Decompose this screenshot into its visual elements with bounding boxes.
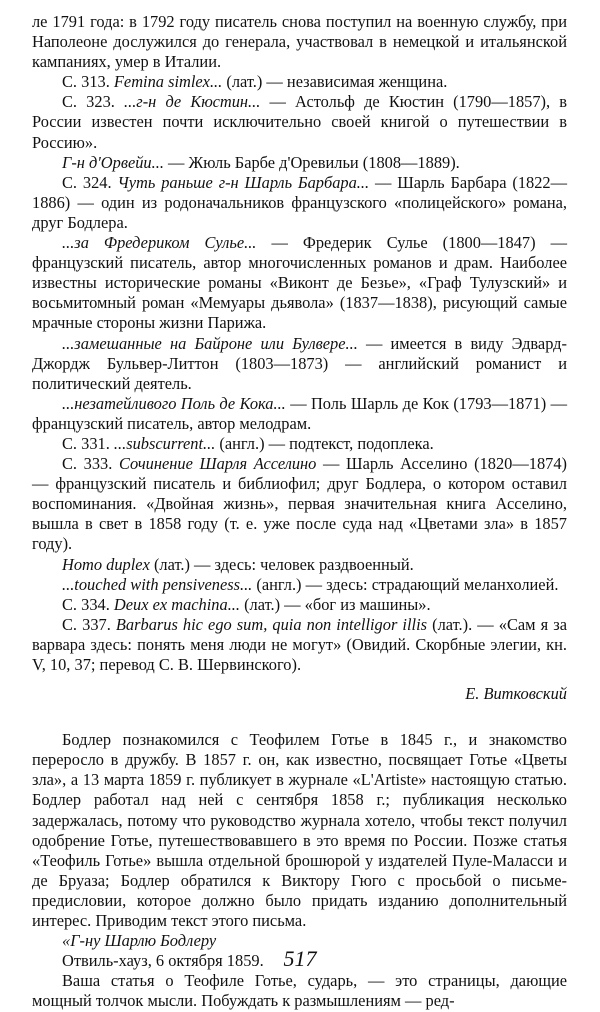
text-run: С. 333. bbox=[62, 454, 119, 474]
italic-term: Г-н д'Орвейи... bbox=[62, 152, 164, 172]
paragraph bbox=[32, 394, 567, 434]
paragraph bbox=[32, 334, 567, 394]
italic-term: Чуть раньше г-н Шарль Барбара... bbox=[117, 172, 370, 192]
text-run: — Шарль Асселино (1820—1874) — французский писатель и библиофил; друг Бодлера, о котором оставил воспоминания. «Двойная жизнь», первая значительная книга Асселино, вышла в свет в 1858 году (т. е. уже после суда над «Цветами зла» в 1857 году). bbox=[32, 454, 567, 554]
text-run: С. 337. bbox=[62, 614, 116, 634]
text-run: (лат.) — здесь: человек раздвоенный. bbox=[149, 554, 414, 574]
text-run: С. 324. bbox=[62, 172, 118, 192]
text-run: — Астольф де Кюстин (1790—1857), в России известен почти исключительно своей книгой о путешествии в Россию». bbox=[32, 92, 567, 152]
text-run: ле 1791 года: в 1792 году писатель снова поступил на военную службу, при Наполеоне дослужился до генерала, участвовал в немецкой и итальянской кампаниях, умер в Италии. bbox=[32, 12, 567, 72]
italic-term: Homo duplex bbox=[62, 554, 150, 574]
italic-term: Barbarus hic ego sum, quia non intelligor illis bbox=[115, 614, 428, 634]
commentary-notes bbox=[32, 12, 567, 675]
paragraph bbox=[32, 153, 567, 173]
paragraph bbox=[32, 434, 567, 454]
paragraph bbox=[32, 72, 567, 92]
paragraph bbox=[32, 173, 567, 233]
text-run: С. 323. bbox=[62, 92, 125, 112]
paragraph bbox=[32, 595, 567, 615]
paragraph bbox=[32, 730, 567, 931]
text-run: (англ.) — подтекст, подоплека. bbox=[215, 433, 434, 453]
italic-term: ...незатейливого Поль де Кока... bbox=[62, 393, 286, 413]
italic-term: ...за Фредериком Сулье... bbox=[62, 233, 257, 253]
paragraph bbox=[32, 233, 567, 333]
text-run: (англ.) — здесь: страдающий меланхолией. bbox=[252, 574, 559, 594]
section-gap bbox=[32, 704, 567, 730]
author-signature: Е. Витковский bbox=[465, 684, 567, 704]
text-run: — Поль Шарль де Кок (1793—1871) — французский писатель, автор мелодрам. bbox=[32, 393, 568, 433]
text-run: (лат.) — независимая женщина. bbox=[222, 72, 448, 92]
text-run: (лат.) — «бог из машины». bbox=[240, 594, 431, 614]
text-run: — Фредерик Сулье (1800—1847) — французский писатель, автор многочисленных романов и драм. Наиболее известны исторические романы «Виконт де Безье», «Граф Тулузский» и восьмитомный роман «Мемуары дьявола» (1837—1838), рисующий самые мрачные стороны жизни Парижа. bbox=[32, 233, 567, 333]
italic-term: ...subscurrent... bbox=[113, 433, 216, 453]
page-number: 517 bbox=[283, 946, 317, 971]
italic-term: Deux ex machina... bbox=[113, 594, 240, 614]
paragraph bbox=[32, 575, 567, 595]
paragraph bbox=[32, 971, 567, 1011]
text-run: Отвиль-хауз, 6 октября 1859. bbox=[62, 951, 264, 971]
text-run: (лат.). — «Сам я за варвара здесь: понять меня люди не могут» (Овидий. Скорбные элегии, кн. V, 10, 37; перевод С. В. Шервинского). bbox=[32, 614, 568, 674]
paragraph bbox=[32, 555, 567, 575]
italic-term: ...замешанные на Байроне или Булвере... bbox=[62, 333, 358, 353]
text-run: — Жюль Барбе д'Оревильи (1808—1889). bbox=[163, 152, 460, 172]
italic-term: «Г-ну Шарлю Бодлеру bbox=[62, 931, 217, 951]
italic-term: Femina simlex... bbox=[113, 72, 223, 92]
text-run: — Шарль Барбара (1822—1886) — один из родоначальников французского «полицейского» романа, друг Бодлера. bbox=[32, 172, 567, 232]
text-run: Бодлер познакомился с Теофилем Готье в 1845 г., и знакомство переросло в дружбу. В 1857 г. он, как известно, посвящает Готье «Цветы зла», а 13 марта 1859 г. публикует в журнале «L'Artiste» настоящую статью. Бодлер работал над ней с сентября 1858 г.; публикация несколько задержалась, потому что руководство журнала хотело, чтобы текст получил одобрение Готье, путешествовавшего в это время по России. Позже статья «Теофиль Готье» вышла отдельной брошюрой у издателей Пуле-Маласси и де Бруаза; Бодлер обратился к Виктору Гюго с просьбой о письме-предисловии, которое должно было придать изданию дополнительный интерес. Приводим текст этого письма. bbox=[32, 730, 567, 931]
text-run: С. 313. bbox=[62, 72, 114, 92]
paragraph bbox=[32, 454, 567, 554]
text-run: — имеется в виду Эдвард-Джордж Бульвер-Литтон (1803—1873) — английский романист и политический деятель. bbox=[32, 333, 567, 393]
italic-term: ...touched with pensiveness... bbox=[62, 574, 253, 594]
text-run: С. 334. bbox=[62, 594, 114, 614]
text-run: Ваша статья о Теофиле Готье, сударь, — это страницы, дающие мощный толчок мысли. Побуждать к размышлениям — ред- bbox=[32, 971, 567, 1011]
paragraph bbox=[32, 615, 567, 675]
text-run: С. 331. bbox=[62, 433, 114, 453]
paragraph bbox=[32, 12, 567, 72]
italic-term: ...г-н де Кюстин... bbox=[124, 92, 261, 112]
paragraph bbox=[32, 92, 567, 152]
italic-term: Сочинение Шарля Асселино bbox=[119, 454, 317, 474]
